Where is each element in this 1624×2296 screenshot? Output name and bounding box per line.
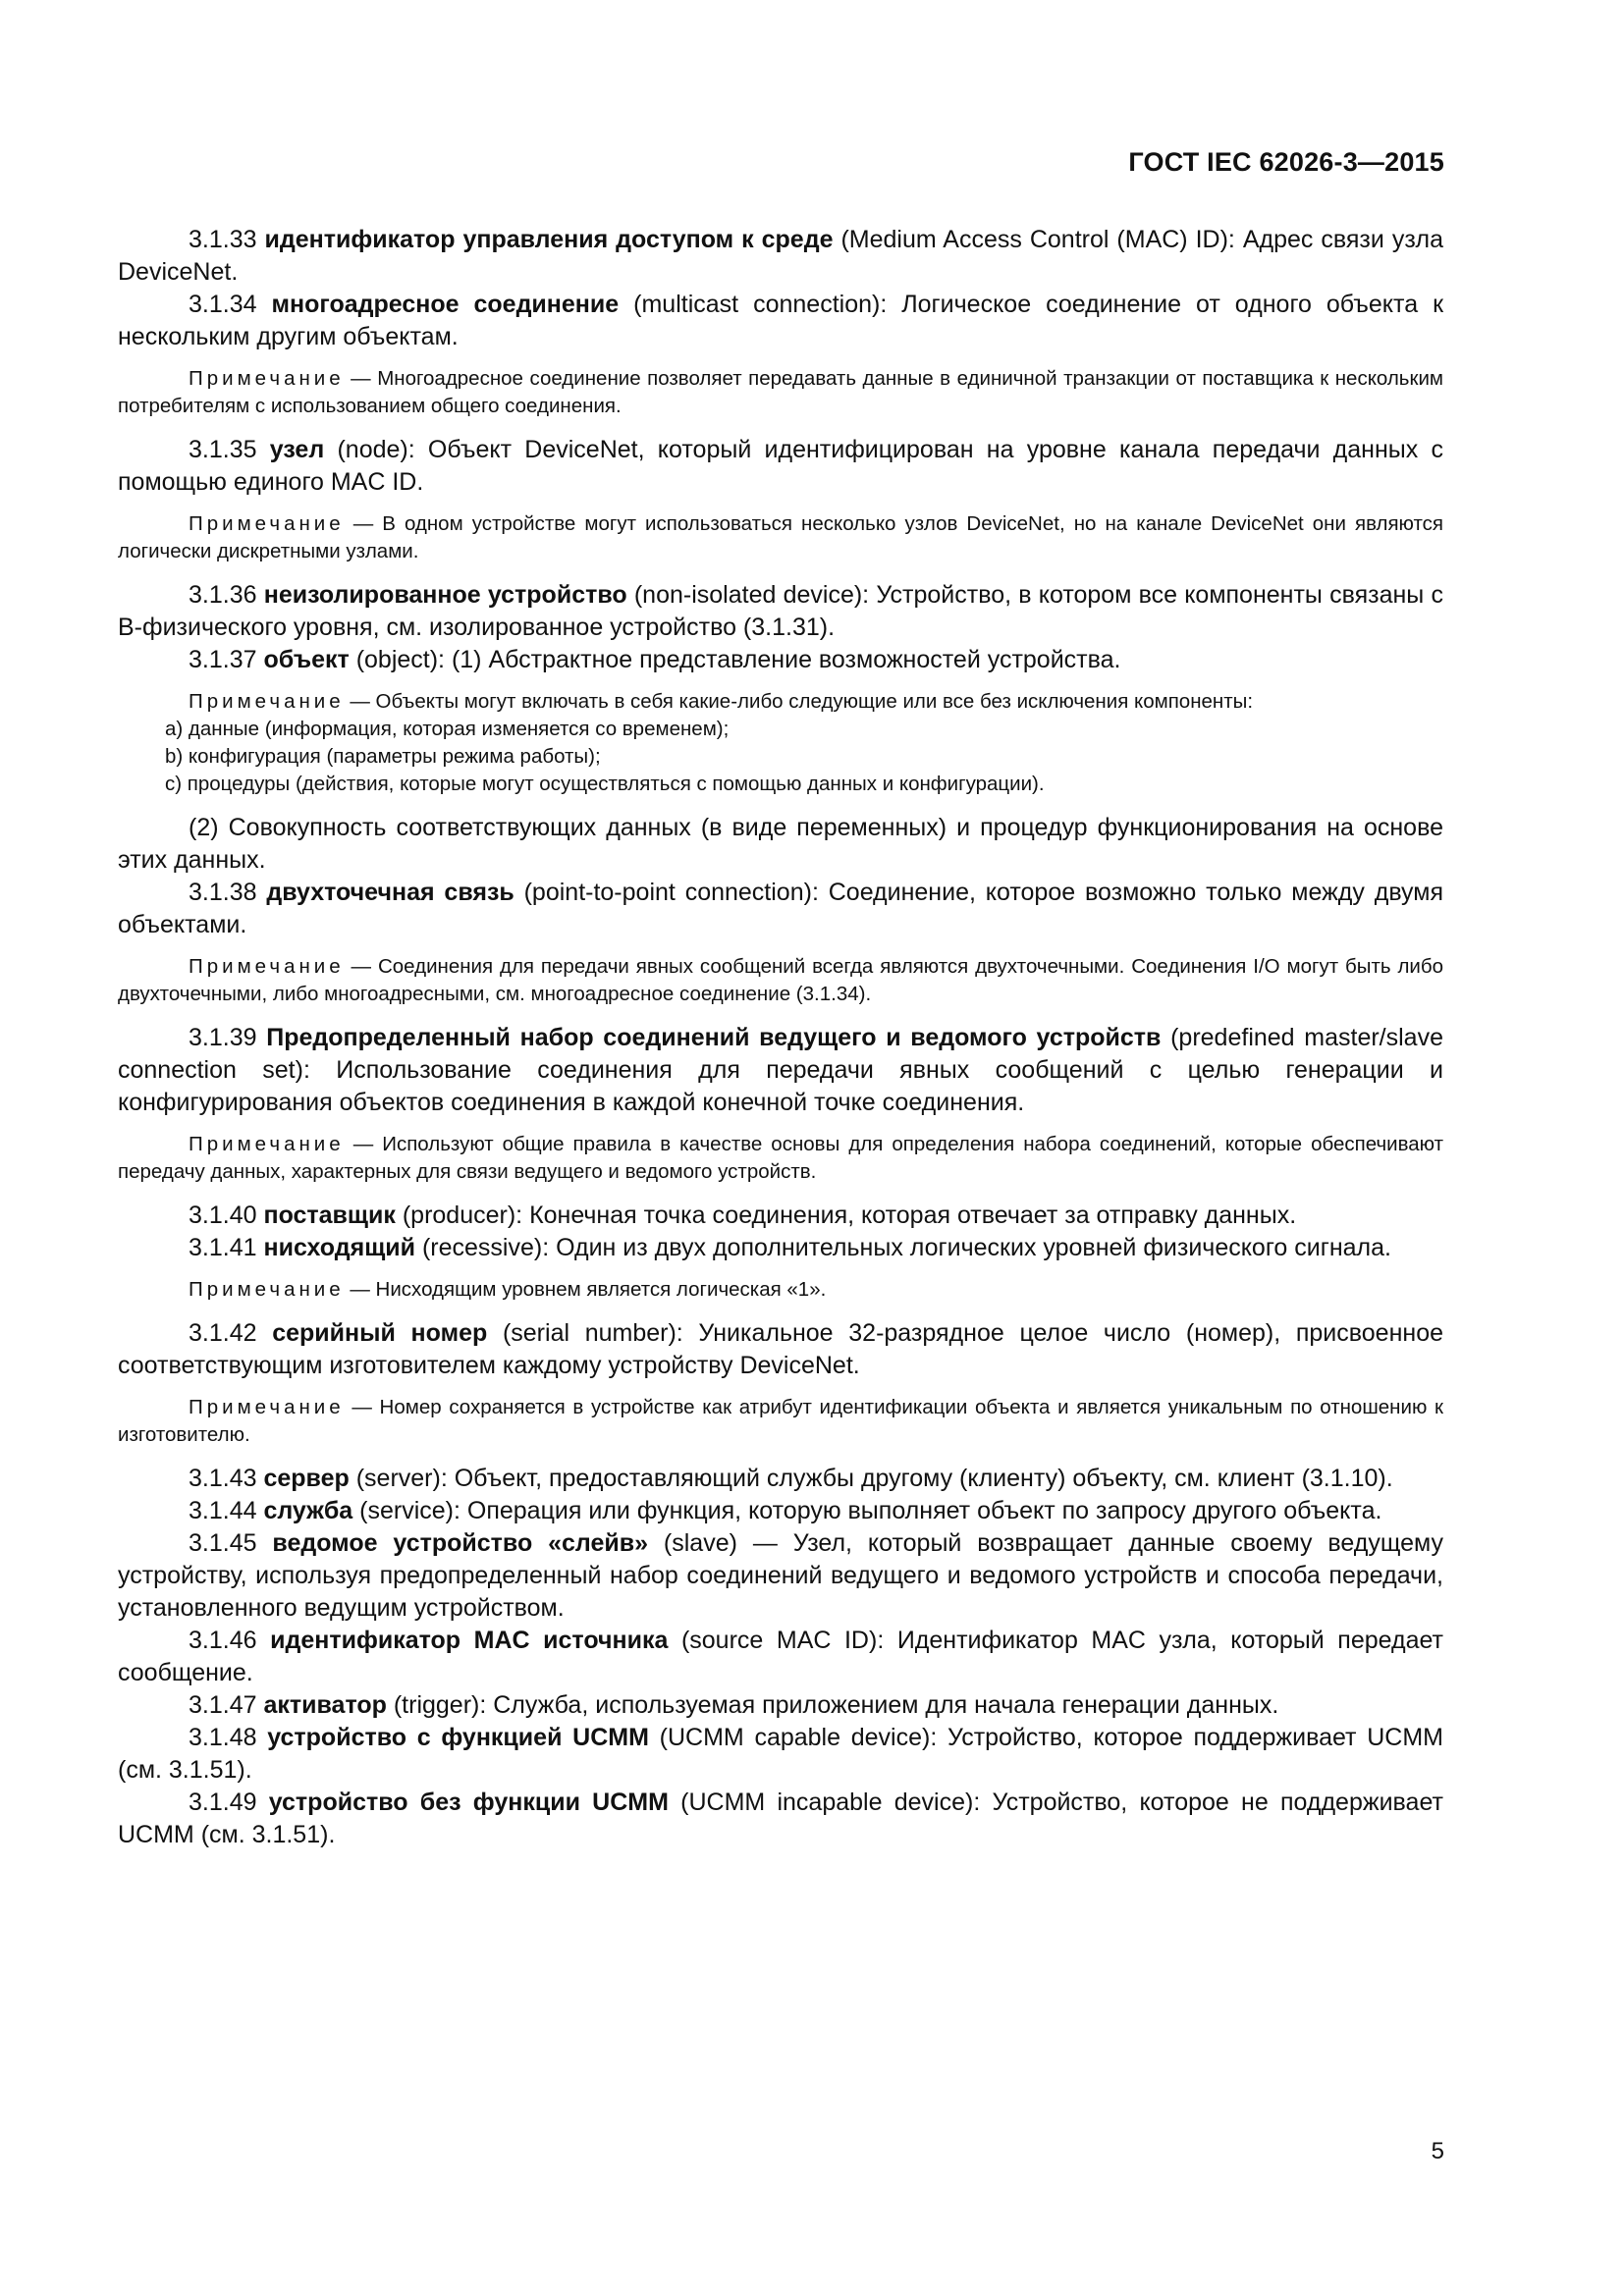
term-3-1-33 (118, 224, 1443, 289)
term-title: ведомое устройство «слейв» (272, 1529, 649, 1557)
note-3-1-34 (118, 365, 1443, 420)
term-number: 3.1.39 (189, 1024, 257, 1051)
term-definition: (source MAC ID): Идентификатор MAC узла, который передает сообщение. (118, 1627, 1443, 1686)
term-title: активатор (263, 1691, 387, 1719)
term-number: 3.1.35 (189, 436, 257, 463)
standard-header: ГОСТ IEC 62026-3—2015 (1128, 147, 1444, 177)
term-3-1-40 (118, 1200, 1443, 1232)
note-list-item: a) данные (информация, которая изменяется со временем); (165, 718, 730, 740)
term-title: узел (269, 436, 325, 463)
term-definition: (serial number): Уникальное 32-разрядное целое число (номер), присвоенное соответствующим изготовителем каждому устройству DeviceNet. (118, 1319, 1443, 1379)
note-list-item: b) конфигурация (параметры режима работы); (165, 745, 601, 768)
note-3-1-38 (118, 953, 1443, 1008)
term-number: 3.1.38 (189, 879, 257, 906)
term-title: Предопределенный набор соединений ведущего и ведомого устройств (266, 1024, 1162, 1051)
note-label: Примечание (189, 1133, 345, 1155)
term-definition: (producer): Конечная точка соединения, которая отвечает за отправку данных. (395, 1201, 1297, 1229)
term-3-1-47 (118, 1689, 1443, 1722)
note-text: — Номер сохраняется в устройстве как атрибут идентификации объекта и является уникальным по отношению к изготовителю. (118, 1396, 1443, 1446)
note-label: Примечание (189, 1278, 345, 1301)
term-3-1-43 (118, 1463, 1443, 1495)
note-label: Примечание (189, 955, 345, 978)
term-title: двухточечная связь (266, 879, 514, 906)
note-text: — Соединения для передачи явных сообщений всегда являются двухточечными. Соединения I/O могут быть либо двухточечными, либо многоадресными, см. многоадресное соединение (3.1.34). (118, 955, 1443, 1005)
term-number: 3.1.43 (189, 1465, 257, 1492)
term-number: 3.1.42 (189, 1319, 257, 1347)
term-number: 3.1.41 (189, 1234, 257, 1261)
note-text: — Объекты могут включать в себя какие-либо следующие или все без исключения компоненты: (344, 690, 1254, 713)
term-title: идентификатор управления доступом к среде (264, 226, 834, 253)
note-3-1-41 (118, 1276, 1443, 1304)
term-title: неизолированное устройство (263, 581, 627, 609)
term-definition: (predefined master/slave connection set): Использование соединения для передачи явных сообщений с целью генерации и конфигурирования объектов соединения в каждой конечной точке соединения. (118, 1024, 1443, 1116)
note-label: Примечание (189, 690, 345, 713)
note-label: Примечание (189, 512, 345, 535)
term-definition: (UCMM capable device): Устройство, которое поддерживает UCMM (см. 3.1.51). (118, 1724, 1443, 1784)
term-3-1-37-continuation: (2) Совокупность соответствующих данных (в виде переменных) и процедур функционирования на основе этих данных. (118, 814, 1443, 874)
note-text: — Используют общие правила в качестве основы для определения набора соединений, которые обеспечивают передачу данных, характерных для связи ведущего и ведомого устройств. (118, 1133, 1443, 1183)
note-text: — В одном устройстве могут использоваться несколько узлов DeviceNet, но на канале DeviceNet они являются логически дискретными узлами. (118, 512, 1443, 562)
note-text: — Многоадресное соединение позволяет передавать данные в единичной транзакции от поставщика к нескольким потребителям с использованием общего соединения. (118, 367, 1443, 417)
note-3-1-42 (118, 1394, 1443, 1449)
term-title: нисходящий (263, 1234, 416, 1261)
term-definition: (Medium Access Control (MAC) ID): Адрес связи узла DeviceNet. (118, 226, 1443, 286)
term-number: 3.1.46 (189, 1627, 257, 1654)
term-title: устройство с функцией UCMM (267, 1724, 649, 1751)
term-3-1-37 (118, 644, 1443, 676)
note-label: Примечание (189, 367, 345, 390)
term-number: 3.1.44 (189, 1497, 257, 1524)
term-title: объект (263, 646, 350, 673)
term-number: 3.1.34 (189, 291, 257, 318)
term-number: 3.1.37 (189, 646, 257, 673)
term-3-1-36 (118, 579, 1443, 644)
term-3-1-48 (118, 1722, 1443, 1787)
term-title: служба (263, 1497, 353, 1524)
note-3-1-39 (118, 1131, 1443, 1186)
term-number: 3.1.49 (189, 1789, 257, 1816)
term-3-1-41 (118, 1232, 1443, 1264)
term-3-1-45 (118, 1527, 1443, 1625)
term-number: 3.1.33 (189, 226, 257, 253)
term-definition: (slave) — Узел, который возвращает данные своему ведущему устройству, используя предопределенный набор соединений ведущего и ведомого устройств и способа передачи, установленного ведущим устройством. (118, 1529, 1443, 1622)
page-number: 5 (1431, 2138, 1444, 2164)
term-title: сервер (263, 1465, 350, 1492)
term-number: 3.1.47 (189, 1691, 257, 1719)
term-definition: (service): Операция или функция, которую выполняет объект по запросу другого объекта. (352, 1497, 1382, 1524)
term-3-1-38 (118, 877, 1443, 941)
term-title: поставщик (263, 1201, 396, 1229)
term-title: многоадресное соединение (271, 291, 620, 318)
term-3-1-34 (118, 289, 1443, 353)
term-definition: (server): Объект, предоставляющий службы другому (клиенту) объекту, см. клиент (3.1.10). (349, 1465, 1393, 1492)
term-3-1-35 (118, 434, 1443, 499)
term-definition: (trigger): Служба, используемая приложением для начала генерации данных. (386, 1691, 1279, 1719)
term-3-1-49 (118, 1787, 1443, 1851)
term-number: 3.1.40 (189, 1201, 257, 1229)
term-title: серийный номер (272, 1319, 488, 1347)
term-definition: (node): Объект DeviceNet, который идентифицирован на уровне канала передачи данных с помощью единого MAC ID. (118, 436, 1443, 496)
term-number: 3.1.48 (189, 1724, 257, 1751)
term-title: устройство без функции UCMM (268, 1789, 669, 1816)
note-3-1-35 (118, 510, 1443, 565)
term-definition: (non-isolated device): Устройство, в котором все компоненты связаны с В-физического уровня, см. изолированное устройство (3.1.31). (118, 581, 1443, 641)
note-label: Примечание (189, 1396, 345, 1418)
term-3-1-44 (118, 1495, 1443, 1527)
term-number: 3.1.36 (189, 581, 257, 609)
term-definition: (recessive): Один из двух дополнительных логических уровней физического сигнала. (415, 1234, 1391, 1261)
note-list-item: c) процедуры (действия, которые могут осуществляться с помощью данных и конфигурации). (165, 773, 1045, 795)
note-text: — Нисходящим уровнем является логическая «1». (344, 1278, 827, 1301)
terms-section (118, 224, 1443, 1851)
term-definition: (multicast connection): Логическое соединение от одного объекта к нескольким другим объектам. (118, 291, 1444, 350)
term-definition: (point-to-point connection): Соединение, которое возможно только между двумя объектами. (118, 879, 1443, 938)
term-3-1-39 (118, 1022, 1443, 1119)
term-3-1-42 (118, 1317, 1443, 1382)
term-number: 3.1.45 (189, 1529, 257, 1557)
term-definition: (object): (1) Абстрактное представление возможностей устройства. (349, 646, 1121, 673)
term-definition: (UCMM incapable device): Устройство, которое не поддерживает UCMM (см. 3.1.51). (118, 1789, 1443, 1848)
term-3-1-46 (118, 1625, 1443, 1689)
note-3-1-37 (118, 688, 1443, 716)
term-title: идентификатор MAC источника (270, 1627, 669, 1654)
